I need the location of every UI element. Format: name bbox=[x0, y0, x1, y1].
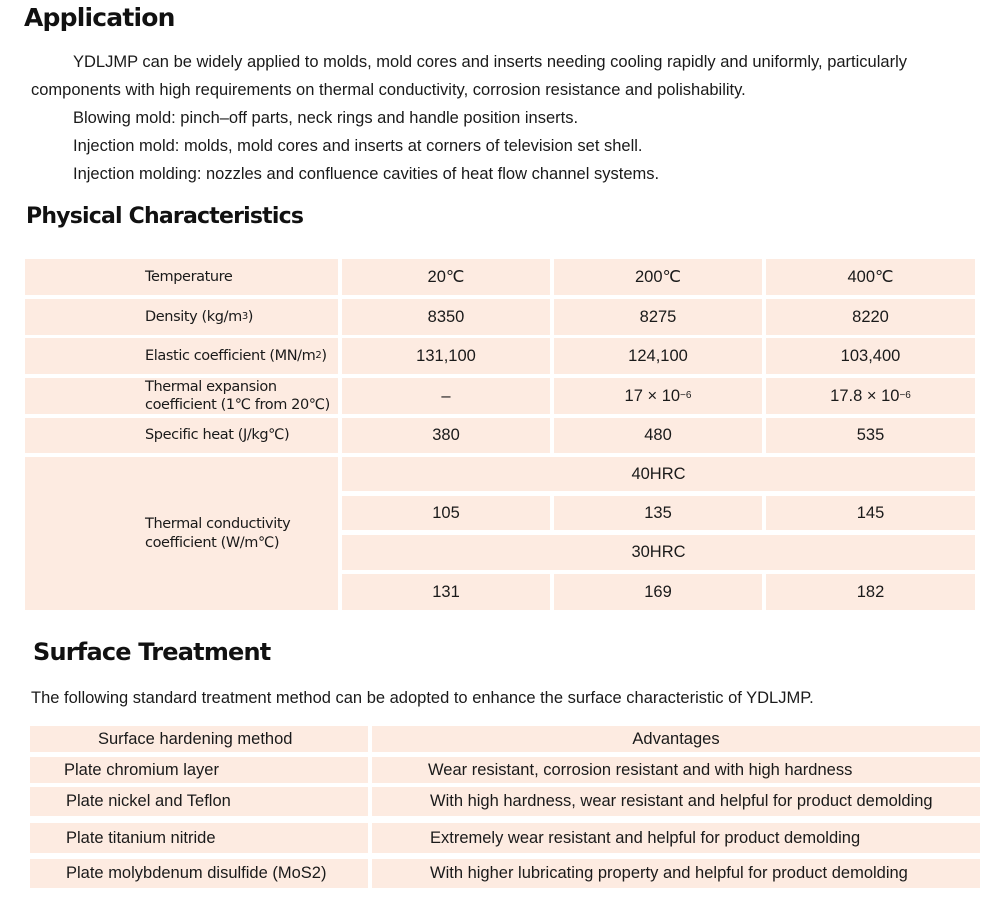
table-cell: 17.8 × 10 −6 bbox=[766, 378, 975, 414]
table-cell: 105 bbox=[342, 496, 550, 530]
surface-heading: Surface Treatment bbox=[33, 638, 271, 666]
advantage-cell: With high hardness, wear resistant and helpful for product demolding bbox=[372, 787, 980, 816]
table-cell: 535 bbox=[766, 418, 975, 453]
row-label-specific-heat: Specific heat (J/kg℃) bbox=[25, 418, 338, 453]
column-header-advantages: Advantages bbox=[372, 726, 980, 752]
table-cell: – bbox=[342, 378, 550, 414]
row-label-density: Density (kg/m 3 ) bbox=[25, 299, 338, 335]
expansion-label-line1: Thermal expansion bbox=[145, 379, 277, 395]
table-cell: 135 bbox=[554, 496, 762, 530]
table-cell: 131 bbox=[342, 574, 550, 610]
density-label-text: Density (kg/m bbox=[145, 308, 242, 325]
advantage-cell: Extremely wear resistant and helpful for product demolding bbox=[372, 823, 980, 853]
conductivity-label-line1: Thermal conductivity bbox=[145, 515, 291, 532]
physical-heading: Physical Characteristics bbox=[26, 204, 304, 229]
column-header: 20℃ bbox=[342, 259, 550, 295]
column-header-method: Surface hardening method bbox=[30, 726, 368, 752]
surface-intro: The following standard treatment method can be adopted to enhance the surface characteristic of YDLJMP. bbox=[31, 689, 814, 707]
row-label-temperature: Temperature bbox=[25, 259, 338, 295]
application-item: Injection molding: nozzles and confluence cavities of heat flow channel systems. bbox=[73, 165, 660, 183]
table-cell: 124,100 bbox=[554, 338, 762, 374]
method-cell: Plate titanium nitride bbox=[30, 823, 368, 853]
application-item: Injection mold: molds, mold cores and inserts at corners of television set shell. bbox=[73, 137, 643, 155]
table-cell: 8220 bbox=[766, 299, 975, 335]
row-label-thermal-conductivity bbox=[25, 457, 338, 610]
conductivity-label-line2: coefficient (W/m℃) bbox=[145, 534, 280, 551]
table-cell: 480 bbox=[554, 418, 762, 453]
application-paragraph-line1: YDLJMP can be widely applied to molds, mold cores and inserts needing cooling rapidly and uniformly, particularly bbox=[73, 53, 907, 71]
row-label-thermal-expansion bbox=[25, 378, 338, 414]
table-cell: 8275 bbox=[554, 299, 762, 335]
expansion-value-mantissa: 17 × 10 bbox=[624, 386, 681, 405]
elastic-label-text: Elastic coefficient (MN/m bbox=[145, 347, 316, 364]
table-cell: 8350 bbox=[342, 299, 550, 335]
density-label-suffix: ) bbox=[247, 308, 254, 325]
row-label-elastic-coefficient: Elastic coefficient (MN/m 2 ) bbox=[25, 338, 338, 374]
method-cell: Plate nickel and Teflon bbox=[30, 787, 368, 816]
expansion-label-line2: coefficient (1℃ from 20℃) bbox=[145, 397, 330, 413]
column-header: 200℃ bbox=[554, 259, 762, 295]
application-heading: Application bbox=[24, 3, 175, 32]
advantage-cell: With higher lubricating property and helpful for product demolding bbox=[372, 859, 980, 888]
table-cell: 131,100 bbox=[342, 338, 550, 374]
table-cell: 182 bbox=[766, 574, 975, 610]
expansion-value-mantissa: 17.8 × 10 bbox=[830, 386, 900, 405]
table-cell: 380 bbox=[342, 418, 550, 453]
advantage-cell: Wear resistant, corrosion resistant and with high hardness bbox=[372, 757, 980, 783]
table-cell: 145 bbox=[766, 496, 975, 530]
elastic-label-suffix: ) bbox=[321, 347, 327, 364]
method-cell: Plate molybdenum disulfide (MoS2) bbox=[30, 859, 368, 888]
table-cell: 17 × 10 −6 bbox=[554, 378, 762, 414]
table-cell: 169 bbox=[554, 574, 762, 610]
column-header: 400℃ bbox=[766, 259, 975, 295]
method-cell: Plate chromium layer bbox=[30, 757, 368, 783]
application-paragraph-line2: components with high requirements on thermal conductivity, corrosion resistance and polishability. bbox=[31, 81, 746, 99]
table-cell: 103,400 bbox=[766, 338, 975, 374]
application-item: Blowing mold: pinch–off parts, neck rings and handle position inserts. bbox=[73, 109, 579, 127]
hardness-group-30hrc: 30HRC bbox=[342, 535, 975, 570]
hardness-group-40hrc: 40HRC bbox=[342, 457, 975, 491]
